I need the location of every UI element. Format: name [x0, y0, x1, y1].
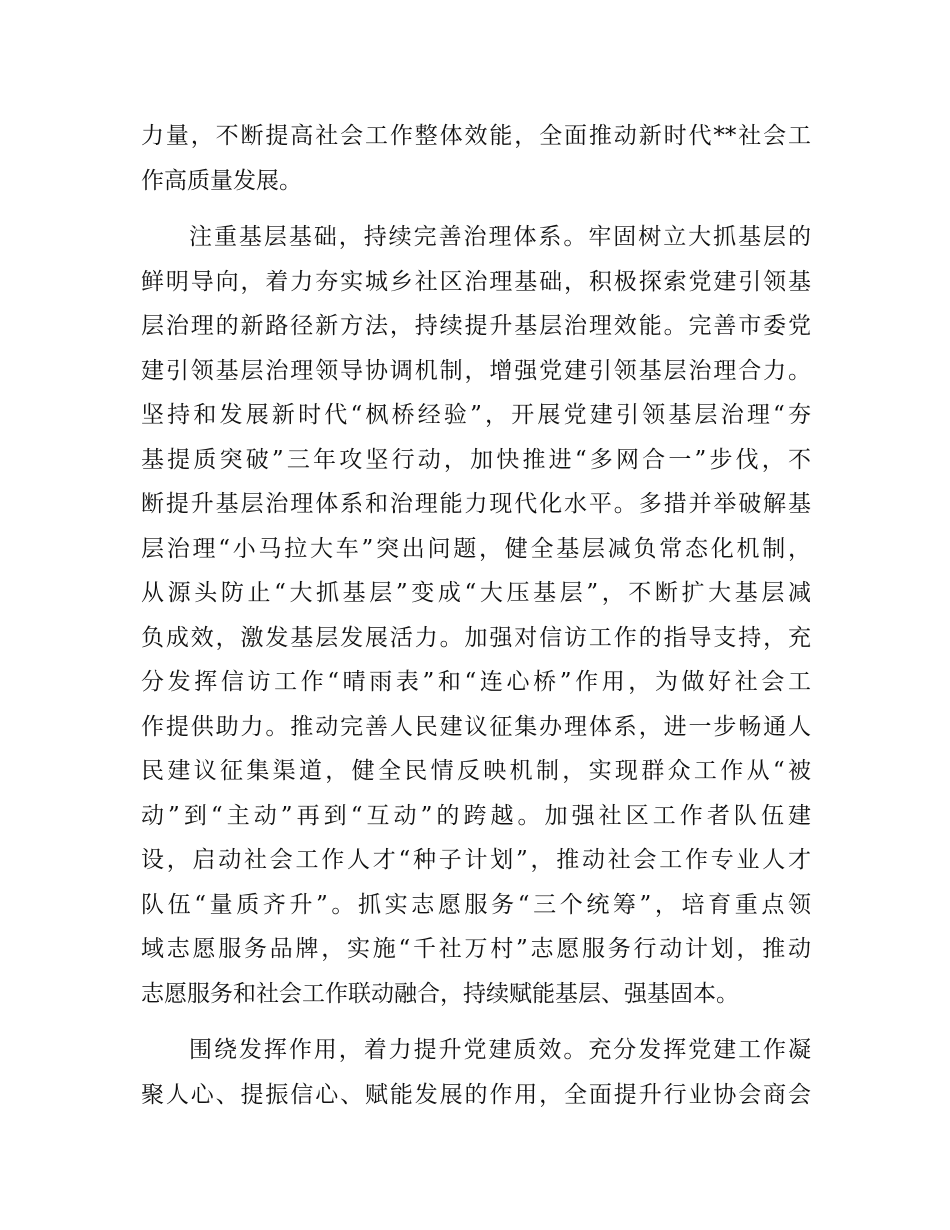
text-line: 从源头防止“大抓基层”变成“大压基层”，不断扩大基层减	[141, 580, 811, 606]
text-line: 断提升基层治理体系和治理能力现代化水平。多措并举破解基	[141, 491, 811, 517]
text-line: 围绕发挥作用，着力提升党建质效。充分发挥党建工作凝	[189, 1037, 811, 1063]
text-line: 作高质量发展。	[141, 167, 302, 194]
text-line: 聚人心、提振信心、赋能发展的作用，全面提升行业协会商会	[141, 1081, 811, 1108]
text-line: 域志愿服务品牌，实施“千社万村”志愿服务行动计划，推动	[141, 936, 811, 962]
paragraph-3	[141, 1028, 811, 1117]
text-line: 注重基层基础，持续完善治理体系。牢固树立大抓基层的	[189, 224, 811, 250]
text-line: 设，启动社会工作人才“种子计划”，推动社会工作专业人才	[141, 847, 811, 873]
text-line: 建引领基层治理领导协调机制，增强党建引领基层治理合力。	[141, 357, 811, 384]
text-line: 鲜明导向，着力夯实城乡社区治理基础，积极探索党建引领基	[141, 268, 811, 295]
text-line: 动”到“主动”再到“互动”的跨越。加强社区工作者队伍建	[141, 802, 811, 829]
text-line: 负成效，激发基层发展活力。加强对信访工作的指导支持，充	[141, 624, 811, 651]
text-line: 志愿服务和社会工作联动融合，持续赋能基层、强基固本。	[141, 980, 739, 1007]
text-line: 层治理“小马拉大车”突出问题，健全基层减负常态化机制，	[141, 535, 811, 562]
text-line: 分发挥信访工作“晴雨表”和“连心桥”作用，为做好社会工	[141, 669, 811, 695]
text-line: 民建议征集渠道，健全民情反映机制，实现群众工作从“被	[141, 758, 811, 784]
paragraph-gap	[141, 203, 811, 215]
text-line: 坚持和发展新时代“枫桥经验”，开展党建引领基层治理“夯	[141, 402, 811, 428]
text-line: 力量，不断提高社会工作整体效能，全面推动新时代**社会工	[141, 123, 811, 149]
document-body	[141, 114, 811, 1117]
text-line: 作提供助力。推动完善人民建议征集办理体系，进一步畅通人	[141, 713, 811, 740]
text-line: 基提质突破”三年攻坚行动，加快推进“多网合一”步伐，不	[141, 446, 811, 473]
paragraph-gap	[141, 1016, 811, 1028]
text-line: 队伍“量质齐升”。抓实志愿服务“三个统筹”，培育重点领	[141, 891, 811, 918]
paragraph-1	[141, 114, 811, 203]
paragraph-2	[141, 215, 811, 1016]
text-line: 层治理的新路径新方法，持续提升基层治理效能。完善市委党	[141, 313, 811, 339]
